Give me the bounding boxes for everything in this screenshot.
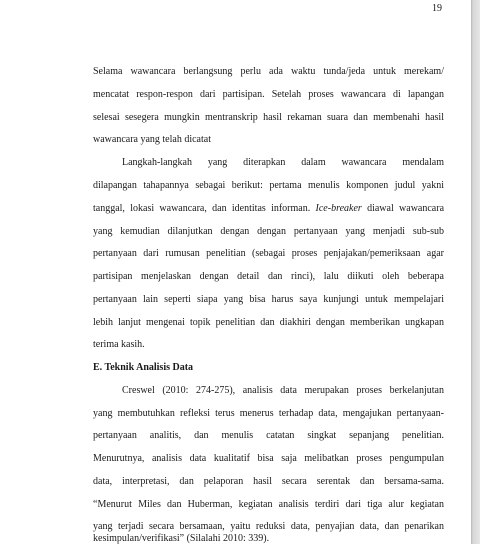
body-text-line: partisipan menjelaskan dengan detail dan rinci), lalu diikuti oleh beberapa [93, 271, 444, 282]
body-text-line: Langkah-langkah yang diterapkan dalam wawancara mendalam [122, 157, 444, 168]
italic-term: Ice-breaker [315, 203, 362, 214]
body-text-line: wawancara yang telah dicatat [93, 134, 211, 145]
body-text-line: lebih lanjut mengenai topik penelitian dan diakhiri dengan memberikan ungkapan [93, 317, 444, 328]
page-number: 19 [432, 3, 442, 14]
body-text-line: pertanyaan lain seperti siapa yang bisa harus saya kunjungi untuk mempelajari [93, 294, 444, 305]
body-text-line: yang kemudian dilanjutkan dengan dengan pertanyaan yang menjadi sub-sub [93, 226, 444, 237]
text-run: diawal wawancara [361, 203, 444, 214]
body-text-line: yang membutuhkan refleksi terus menerus terhadap data, mengajukan pertanyaan- [93, 408, 444, 419]
body-text-line: “Menurut Miles dan Huberman, kegiatan analisis terdiri dari tiga alur kegiatan [93, 499, 444, 510]
body-text-line: Creswel (2010: 274-275), analisis data merupakan proses berkelanjutan [122, 385, 444, 396]
page-edge-shadow [471, 0, 480, 544]
body-text-line: dilapangan tahapannya sebagai berikut: pertama menulis komponen judul yakni [93, 180, 444, 191]
body-text-line: yang terjadi secara bersamaan, yaitu reduksi data, penyajian data, dan penarikan [93, 521, 444, 532]
text-run: tanggal, lokasi wawancara, dan identitas informan. [93, 203, 316, 214]
body-text-line: Menurutnya, analisis data kualitatif bisa saja melibatkan proses pengumpulan [93, 453, 444, 464]
body-text-line: pertanyaan dari rumusan penelitian (sebagai proses penjajakan/pemeriksaan agar [93, 248, 444, 259]
body-text-line: Selama wawancara berlangsung perlu ada waktu tunda/jeda untuk merekam/ [93, 66, 444, 77]
body-text-line: data, interpretasi, dan pelaporan hasil secara serentak dan bersama-sama. [93, 476, 444, 487]
body-text-line: mencatat respon-respon dari partisipan. Setelah proses wawancara di lapangan [93, 89, 444, 100]
section-heading: E. Teknik Analisis Data [93, 362, 194, 373]
body-text-line [93, 201, 444, 217]
body-text-line: kesimpulan/verifikasi” (Silalahi 2010: 339). [93, 533, 270, 544]
body-text-line: selesai sesegera mungkin mentranskrip hasil rekaman suara dan membenahi hasil [93, 112, 444, 123]
body-text-line: pertanyaan analitis, dan menulis catatan singkat sepanjang penelitian. [93, 430, 444, 441]
body-text-line: terima kasih. [93, 339, 145, 350]
